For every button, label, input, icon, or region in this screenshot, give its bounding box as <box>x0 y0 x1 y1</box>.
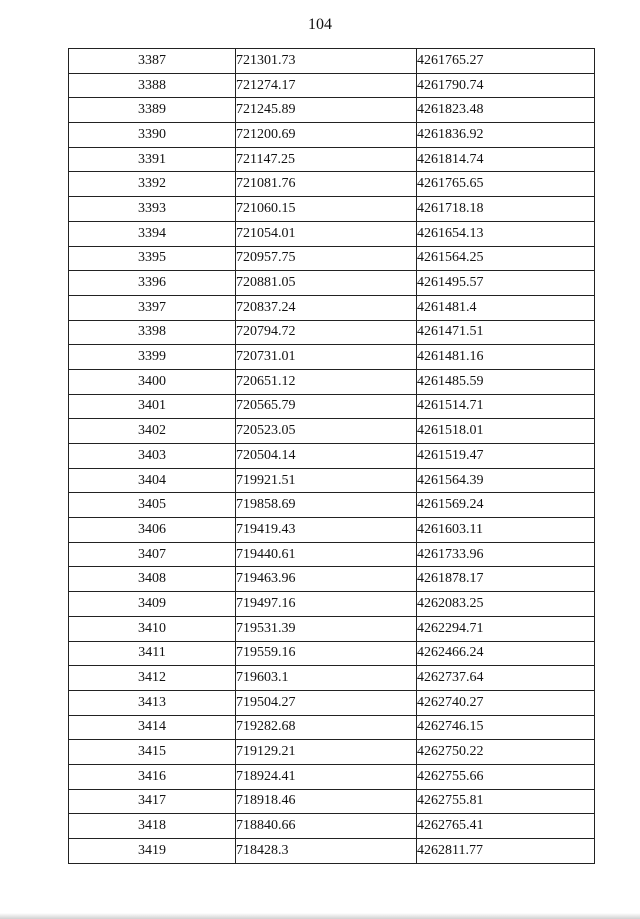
y-coordinate-cell: 4262755.66 <box>417 764 595 789</box>
y-coordinate-cell: 4262740.27 <box>417 690 595 715</box>
x-coordinate-cell: 719858.69 <box>236 493 417 518</box>
point-number-cell: 3402 <box>69 419 236 444</box>
y-coordinate-cell: 4262737.64 <box>417 666 595 691</box>
x-coordinate-cell: 719559.16 <box>236 641 417 666</box>
y-coordinate-cell: 4261569.24 <box>417 493 595 518</box>
point-number-cell: 3414 <box>69 715 236 740</box>
table-row <box>69 468 595 493</box>
y-coordinate-cell: 4261514.71 <box>417 394 595 419</box>
x-coordinate-cell: 718924.41 <box>236 764 417 789</box>
table-row <box>69 221 595 246</box>
table-row <box>69 740 595 765</box>
y-coordinate-cell: 4262466.24 <box>417 641 595 666</box>
table-row <box>69 172 595 197</box>
x-coordinate-cell: 718918.46 <box>236 789 417 814</box>
y-coordinate-cell: 4262765.41 <box>417 814 595 839</box>
x-coordinate-cell: 718428.3 <box>236 839 417 864</box>
point-number-cell: 3389 <box>69 98 236 123</box>
point-number-cell: 3415 <box>69 740 236 765</box>
y-coordinate-cell: 4262746.15 <box>417 715 595 740</box>
point-number-cell: 3419 <box>69 839 236 864</box>
y-coordinate-cell: 4261836.92 <box>417 123 595 148</box>
x-coordinate-cell: 719497.16 <box>236 592 417 617</box>
x-coordinate-cell: 719603.1 <box>236 666 417 691</box>
table-row <box>69 616 595 641</box>
y-coordinate-cell: 4262083.25 <box>417 592 595 617</box>
point-number-cell: 3405 <box>69 493 236 518</box>
table-body <box>69 49 595 864</box>
x-coordinate-cell: 720957.75 <box>236 246 417 271</box>
y-coordinate-cell: 4261603.11 <box>417 518 595 543</box>
point-number-cell: 3398 <box>69 320 236 345</box>
table-row <box>69 518 595 543</box>
x-coordinate-cell: 721274.17 <box>236 73 417 98</box>
table-row <box>69 271 595 296</box>
x-coordinate-cell: 721054.01 <box>236 221 417 246</box>
table-row <box>69 814 595 839</box>
x-coordinate-cell: 721060.15 <box>236 197 417 222</box>
table-row <box>69 542 595 567</box>
x-coordinate-cell: 719440.61 <box>236 542 417 567</box>
y-coordinate-cell: 4261481.16 <box>417 345 595 370</box>
point-number-cell: 3394 <box>69 221 236 246</box>
x-coordinate-cell: 720731.01 <box>236 345 417 370</box>
table-row <box>69 764 595 789</box>
x-coordinate-cell: 719282.68 <box>236 715 417 740</box>
page-number: 104 <box>308 16 332 33</box>
point-number-cell: 3396 <box>69 271 236 296</box>
x-coordinate-cell: 719129.21 <box>236 740 417 765</box>
y-coordinate-cell: 4261485.59 <box>417 369 595 394</box>
table-row <box>69 592 595 617</box>
x-coordinate-cell: 721245.89 <box>236 98 417 123</box>
table-row <box>69 715 595 740</box>
y-coordinate-cell: 4261823.48 <box>417 98 595 123</box>
x-coordinate-cell: 721147.25 <box>236 147 417 172</box>
x-coordinate-cell: 720837.24 <box>236 295 417 320</box>
x-coordinate-cell: 721301.73 <box>236 49 417 74</box>
point-number-cell: 3395 <box>69 246 236 271</box>
point-number-cell: 3411 <box>69 641 236 666</box>
x-coordinate-cell: 720565.79 <box>236 394 417 419</box>
table-row <box>69 444 595 469</box>
point-number-cell: 3409 <box>69 592 236 617</box>
point-number-cell: 3417 <box>69 789 236 814</box>
table-row <box>69 123 595 148</box>
y-coordinate-cell: 4261519.47 <box>417 444 595 469</box>
point-number-cell: 3388 <box>69 73 236 98</box>
table-row <box>69 567 595 592</box>
y-coordinate-cell: 4261518.01 <box>417 419 595 444</box>
table-row <box>69 839 595 864</box>
table-row <box>69 295 595 320</box>
y-coordinate-cell: 4262811.77 <box>417 839 595 864</box>
y-coordinate-cell: 4261654.13 <box>417 221 595 246</box>
table-row <box>69 369 595 394</box>
point-number-cell: 3399 <box>69 345 236 370</box>
point-number-cell: 3400 <box>69 369 236 394</box>
y-coordinate-cell: 4261878.17 <box>417 567 595 592</box>
point-number-cell: 3406 <box>69 518 236 543</box>
point-number-cell: 3401 <box>69 394 236 419</box>
table-row <box>69 246 595 271</box>
y-coordinate-cell: 4261481.4 <box>417 295 595 320</box>
x-coordinate-cell: 719531.39 <box>236 616 417 641</box>
point-number-cell: 3408 <box>69 567 236 592</box>
table-row <box>69 493 595 518</box>
x-coordinate-cell: 719504.27 <box>236 690 417 715</box>
y-coordinate-cell: 4261471.51 <box>417 320 595 345</box>
y-coordinate-cell: 4261790.74 <box>417 73 595 98</box>
x-coordinate-cell: 720504.14 <box>236 444 417 469</box>
x-coordinate-cell: 719921.51 <box>236 468 417 493</box>
x-coordinate-cell: 720794.72 <box>236 320 417 345</box>
x-coordinate-cell: 720523.05 <box>236 419 417 444</box>
table-row <box>69 147 595 172</box>
point-number-cell: 3407 <box>69 542 236 567</box>
x-coordinate-cell: 718840.66 <box>236 814 417 839</box>
table-row <box>69 690 595 715</box>
point-number-cell: 3392 <box>69 172 236 197</box>
table-row <box>69 49 595 74</box>
table-row <box>69 320 595 345</box>
table-row <box>69 345 595 370</box>
page-bottom-edge <box>0 913 640 919</box>
point-number-cell: 3413 <box>69 690 236 715</box>
y-coordinate-cell: 4262750.22 <box>417 740 595 765</box>
table-row <box>69 73 595 98</box>
x-coordinate-cell: 721200.69 <box>236 123 417 148</box>
point-number-cell: 3404 <box>69 468 236 493</box>
point-number-cell: 3391 <box>69 147 236 172</box>
y-coordinate-cell: 4261564.39 <box>417 468 595 493</box>
table-row <box>69 641 595 666</box>
point-number-cell: 3393 <box>69 197 236 222</box>
y-coordinate-cell: 4262755.81 <box>417 789 595 814</box>
x-coordinate-cell: 719463.96 <box>236 567 417 592</box>
point-number-cell: 3412 <box>69 666 236 691</box>
point-number-cell: 3397 <box>69 295 236 320</box>
y-coordinate-cell: 4261733.96 <box>417 542 595 567</box>
point-number-cell: 3416 <box>69 764 236 789</box>
table-row <box>69 98 595 123</box>
point-number-cell: 3418 <box>69 814 236 839</box>
x-coordinate-cell: 720881.05 <box>236 271 417 296</box>
x-coordinate-cell: 720651.12 <box>236 369 417 394</box>
y-coordinate-cell: 4261814.74 <box>417 147 595 172</box>
y-coordinate-cell: 4261718.18 <box>417 197 595 222</box>
point-number-cell: 3390 <box>69 123 236 148</box>
table-row <box>69 197 595 222</box>
point-number-cell: 3387 <box>69 49 236 74</box>
y-coordinate-cell: 4261564.25 <box>417 246 595 271</box>
table-row <box>69 394 595 419</box>
table-row <box>69 666 595 691</box>
coordinates-table <box>68 48 595 864</box>
table-row <box>69 789 595 814</box>
y-coordinate-cell: 4262294.71 <box>417 616 595 641</box>
x-coordinate-cell: 721081.76 <box>236 172 417 197</box>
table-row <box>69 419 595 444</box>
x-coordinate-cell: 719419.43 <box>236 518 417 543</box>
y-coordinate-cell: 4261765.27 <box>417 49 595 74</box>
point-number-cell: 3403 <box>69 444 236 469</box>
y-coordinate-cell: 4261495.57 <box>417 271 595 296</box>
y-coordinate-cell: 4261765.65 <box>417 172 595 197</box>
point-number-cell: 3410 <box>69 616 236 641</box>
